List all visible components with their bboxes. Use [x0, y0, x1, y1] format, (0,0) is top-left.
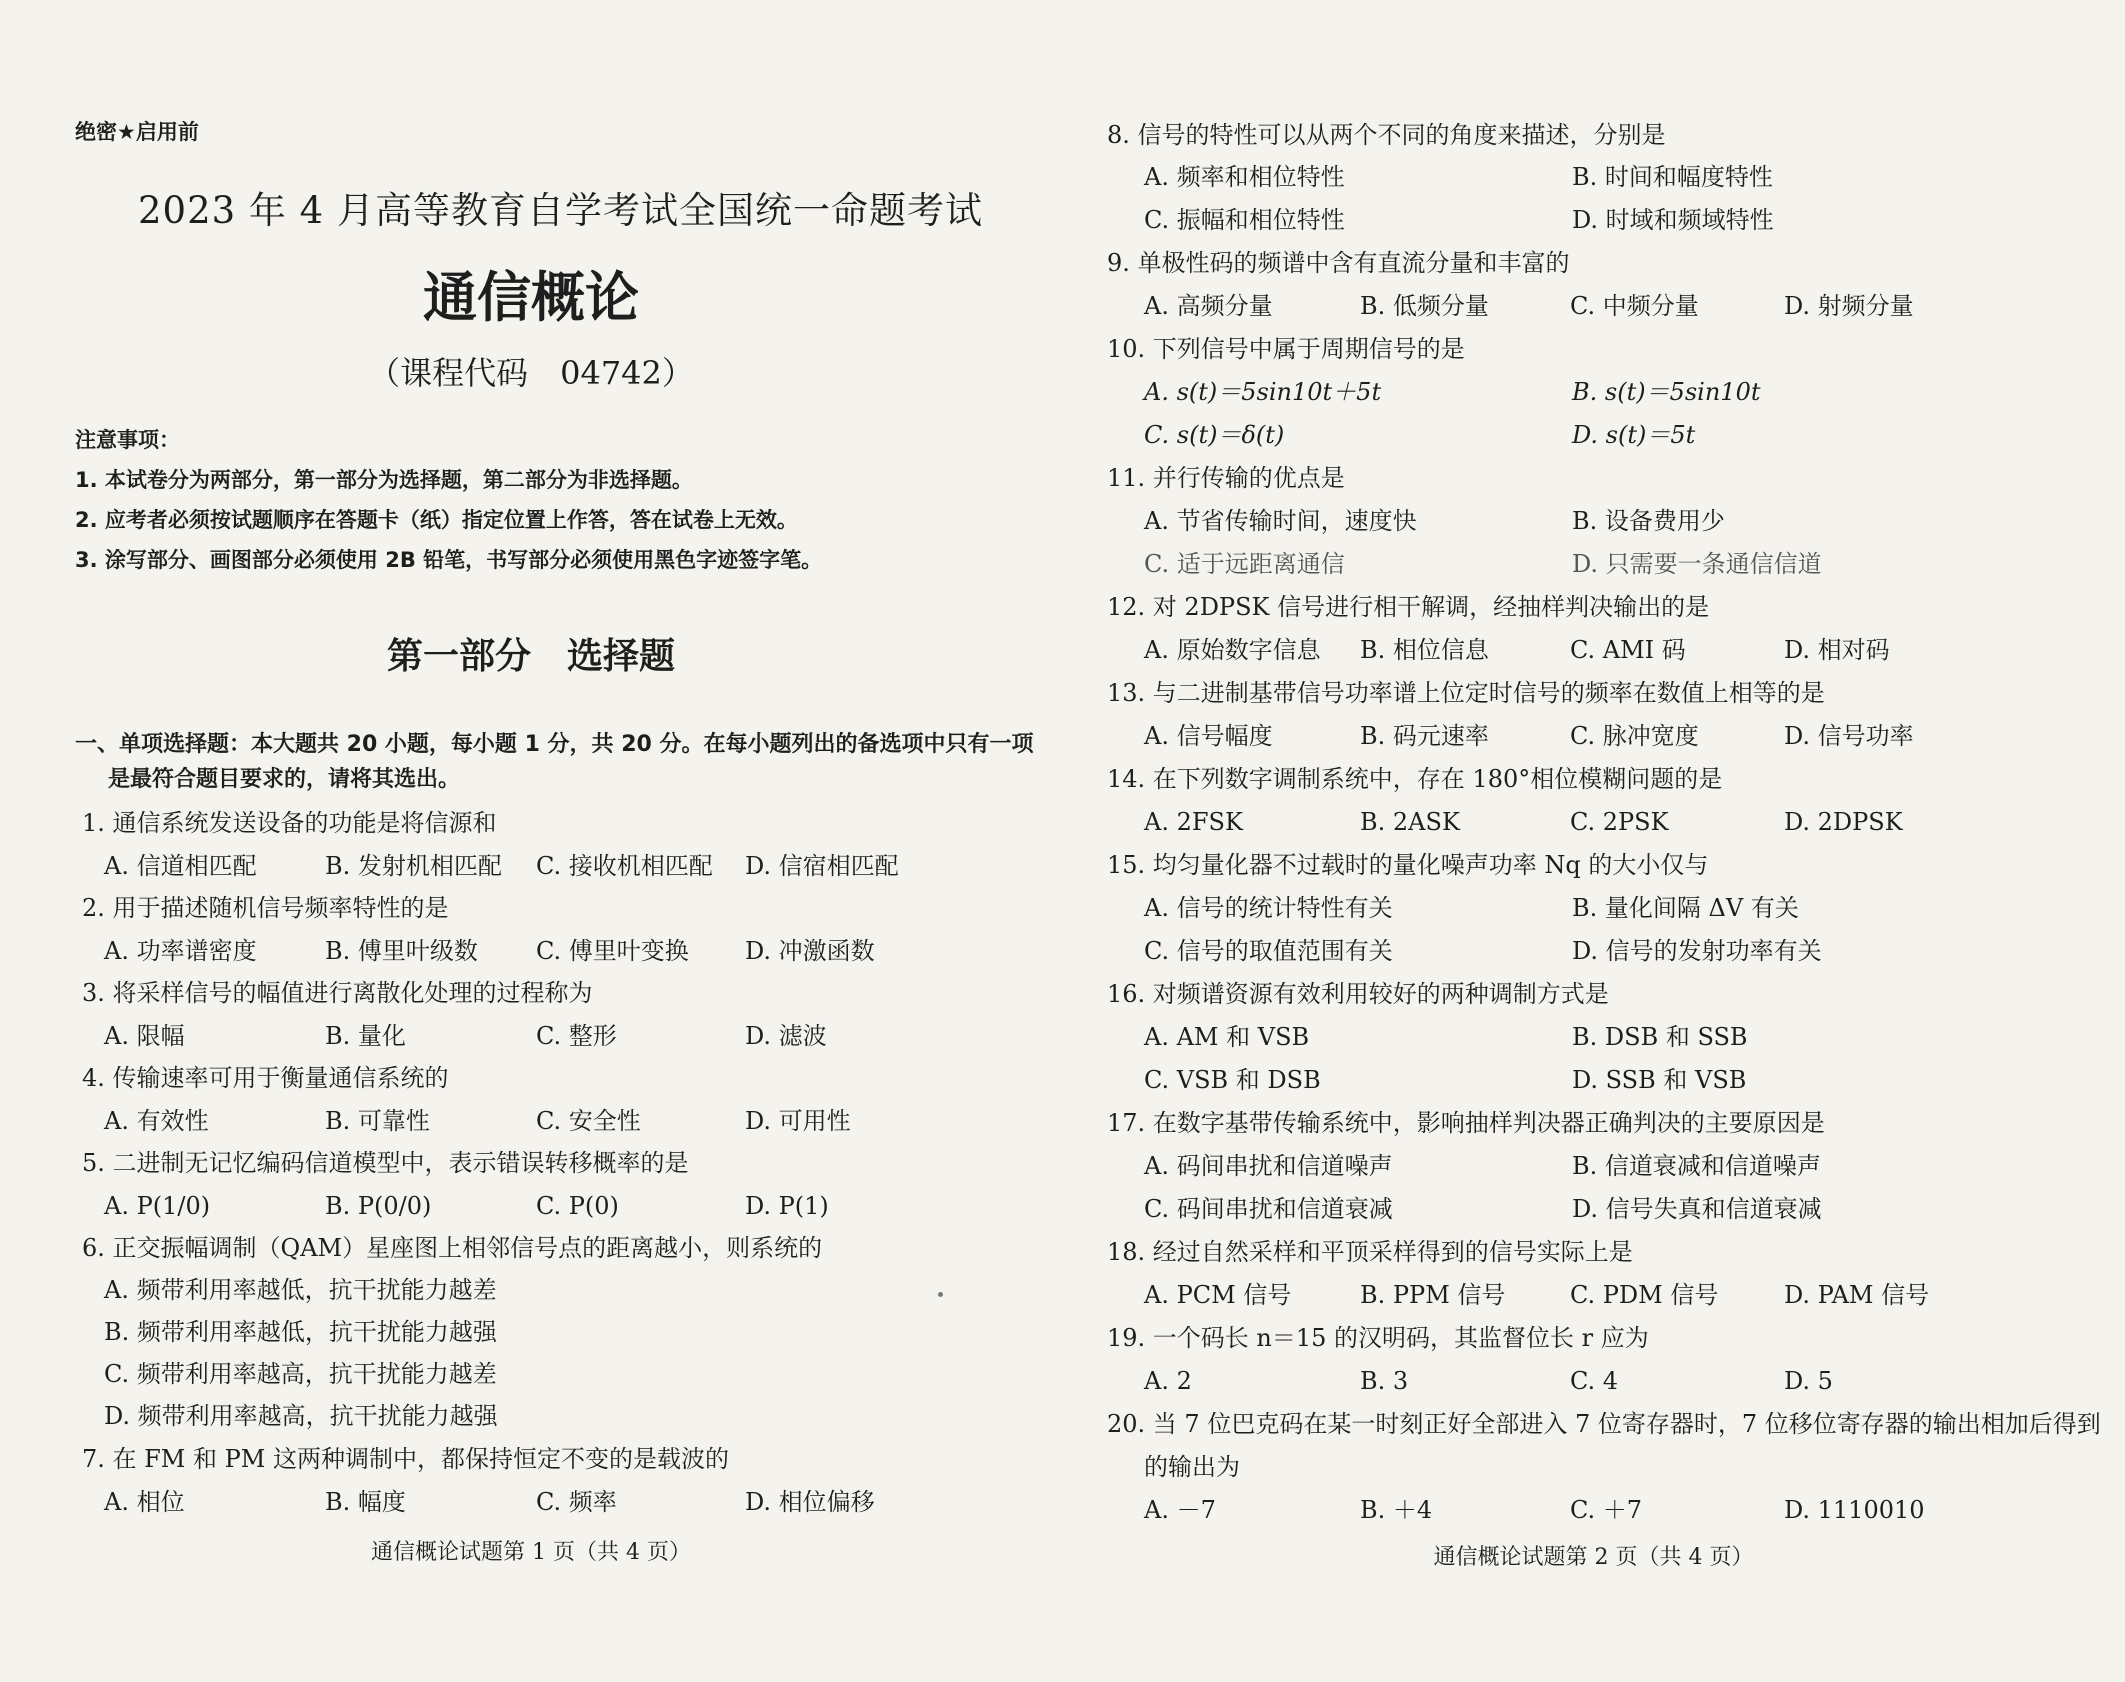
question-stem: 13. 与二进制基带信号功率谱上位定时信号的频率在数值上相等的是 [1107, 679, 1825, 707]
option-b: B. 低频分量 [1360, 292, 1489, 320]
option-d: D. 时域和频域特性 [1572, 206, 1774, 234]
option-c: C. 频率 [536, 1488, 617, 1516]
option-b: B. 发射机相匹配 [325, 852, 502, 880]
option-b: B. 量化 [325, 1022, 406, 1050]
option-a: A. 限幅 [104, 1022, 185, 1050]
option-a: A. 码间串扰和信道噪声 [1144, 1152, 1393, 1180]
page-footer: 通信概论试题第 1 页（共 4 页） [371, 1540, 691, 1565]
option-b: B. 幅度 [325, 1488, 406, 1516]
question-stem: 19. 一个码长 n＝15 的汉明码，其监督位长 r 应为 [1107, 1324, 1649, 1352]
option-b: B. PPM 信号 [1360, 1281, 1506, 1309]
option-d: D. s(t)＝5t [1572, 421, 1696, 449]
question-stem: 7. 在 FM 和 PM 这两种调制中，都保持恒定不变的是载波的 [82, 1445, 729, 1473]
option-c: C. 码间串扰和信道衰减 [1144, 1195, 1393, 1223]
option-b: B. 设备费用少 [1572, 507, 1725, 535]
part-heading: 第一部分 选择题 [386, 636, 675, 677]
option-d: D. PAM 信号 [1784, 1281, 1930, 1309]
option-d: D. 信宿相匹配 [745, 852, 899, 880]
option-b: B. 时间和幅度特性 [1572, 163, 1773, 191]
question-stem: 1. 通信系统发送设备的功能是将信源和 [82, 809, 497, 837]
question-stem: 15. 均匀量化器不过载时的量化噪声功率 Nq 的大小仅与 [1107, 851, 1709, 879]
option-a: A. 原始数字信息 [1144, 636, 1321, 664]
option-a: A. 有效性 [104, 1107, 209, 1135]
option-a: A. 信号的统计特性有关 [1144, 894, 1393, 922]
option-c: C. ＋7 [1570, 1496, 1643, 1524]
option-a: A. 频带利用率越低，抗干扰能力越差 [104, 1276, 497, 1304]
option-d: D. SSB 和 VSB [1572, 1066, 1747, 1094]
note-item: 3. 涂写部分、画图部分必须使用 2B 铅笔，书写部分必须使用黑色字迹签字笔。 [75, 548, 823, 572]
option-c: C. 接收机相匹配 [536, 852, 713, 880]
option-d: D. 信号失真和信道衰减 [1572, 1195, 1822, 1223]
option-a: A. 相位 [104, 1488, 185, 1516]
option-b: B. 频带利用率越低，抗干扰能力越强 [104, 1318, 497, 1346]
option-c: C. 频带利用率越高，抗干扰能力越差 [104, 1360, 497, 1388]
option-b: B. 相位信息 [1360, 636, 1489, 664]
question-stem-cont: 的输出为 [1144, 1453, 1240, 1481]
option-d: D. 相对码 [1784, 636, 1890, 664]
option-b: B. 傅里叶级数 [325, 937, 478, 965]
option-c: C. VSB 和 DSB [1144, 1066, 1321, 1094]
option-a: A. 频率和相位特性 [1144, 163, 1345, 191]
page-footer: 通信概论试题第 2 页（共 4 页） [1433, 1545, 1754, 1570]
question-stem: 17. 在数字基带传输系统中，影响抽样判决器正确判决的主要原因是 [1107, 1109, 1825, 1137]
question-stem: 5. 二进制无记忆编码信道模型中，表示错误转移概率的是 [82, 1149, 689, 1177]
option-d: D. 相位偏移 [745, 1488, 875, 1516]
option-b: B. 可靠性 [325, 1107, 430, 1135]
option-d: D. 频带利用率越高，抗干扰能力越强 [104, 1402, 498, 1430]
option-c: C. 脉冲宽度 [1570, 722, 1699, 750]
option-a: A. 节省传输时间，速度快 [1144, 507, 1417, 535]
option-c: C. AMI 码 [1570, 636, 1686, 664]
question-stem: 10. 下列信号中属于周期信号的是 [1107, 335, 1465, 363]
option-c: C. 信号的取值范围有关 [1144, 937, 1393, 965]
question-stem: 11. 并行传输的优点是 [1107, 464, 1345, 492]
section-instruction: 一、单项选择题：本大题共 20 小题，每小题 1 分，共 20 分。在每小题列出的备选项中只有一项 [75, 732, 1034, 757]
note-item: 2. 应考者必须按试题顺序在答题卡（纸）指定位置上作答，答在试卷上无效。 [75, 508, 798, 532]
scan-speck [938, 1292, 943, 1297]
option-b: B. 2ASK [1360, 808, 1460, 836]
notes-heading: 注意事项： [75, 428, 180, 452]
option-c: C. 适于远距离通信 [1144, 550, 1345, 578]
option-a: A. PCM 信号 [1144, 1281, 1292, 1309]
option-d: D. P(1) [745, 1192, 829, 1220]
option-a: A. 2 [1144, 1367, 1192, 1395]
question-stem: 18. 经过自然采样和平顶采样得到的信号实际上是 [1107, 1238, 1633, 1266]
note-item: 1. 本试卷分为两部分，第一部分为选择题，第二部分为非选择题。 [75, 468, 693, 492]
option-d: D. 信号的发射功率有关 [1572, 937, 1822, 965]
option-c: C. 2PSK [1570, 808, 1669, 836]
exam-page-1 [0, 0, 1062, 1682]
option-c: C. 4 [1570, 1367, 1619, 1395]
option-d: D. 5 [1784, 1367, 1833, 1395]
question-stem: 2. 用于描述随机信号频率特性的是 [82, 894, 449, 922]
option-d: D. 信号功率 [1784, 722, 1914, 750]
option-b: B. 码元速率 [1360, 722, 1489, 750]
question-stem: 3. 将采样信号的幅值进行离散化处理的过程称为 [82, 979, 593, 1007]
option-c: C. s(t)＝δ(t) [1144, 421, 1285, 449]
option-d: D. 滤波 [745, 1022, 827, 1050]
option-c: C. PDM 信号 [1570, 1281, 1719, 1309]
option-b: B. ＋4 [1360, 1496, 1433, 1524]
option-b: B. 3 [1360, 1367, 1409, 1395]
option-c: C. P(0) [536, 1192, 619, 1220]
course-code: （课程代码 04742） [368, 354, 694, 392]
question-stem: 9. 单极性码的频谱中含有直流分量和丰富的 [1107, 249, 1570, 277]
question-stem: 6. 正交振幅调制（QAM）星座图上相邻信号点的距离越小，则系统的 [82, 1234, 823, 1262]
question-stem: 8. 信号的特性可以从两个不同的角度来描述，分别是 [1107, 121, 1666, 149]
option-a: A. －7 [1144, 1496, 1216, 1524]
question-stem: 16. 对频谱资源有效利用较好的两种调制方式是 [1107, 980, 1609, 1008]
option-a: A. s(t)＝5sin10t＋5t [1144, 378, 1382, 406]
option-a: A. P(1/0) [104, 1192, 211, 1220]
option-a: A. 高频分量 [1144, 292, 1273, 320]
option-b: B. 量化间隔 ΔV 有关 [1572, 894, 1799, 922]
question-stem: 4. 传输速率可用于衡量通信系统的 [82, 1064, 449, 1092]
option-d: D. 射频分量 [1784, 292, 1914, 320]
option-d: D. 可用性 [745, 1107, 851, 1135]
option-a: A. 信号幅度 [1144, 722, 1273, 750]
exam-page-2 [1062, 0, 2125, 1682]
option-c: C. 振幅和相位特性 [1144, 206, 1345, 234]
option-a: A. AM 和 VSB [1144, 1023, 1310, 1051]
subject-title: 通信概论 [423, 266, 639, 329]
question-stem: 14. 在下列数字调制系统中，存在 180°相位模糊问题的是 [1107, 765, 1723, 793]
question-stem: 20. 当 7 位巴克码在某一时刻正好全部进入 7 位寄存器时，7 位移位寄存器的输出相加后得到 [1107, 1410, 2101, 1438]
option-d: D. 2DPSK [1784, 808, 1903, 836]
option-a: A. 信道相匹配 [104, 852, 257, 880]
option-d: D. 只需要一条通信信道 [1572, 550, 1822, 578]
option-d: D. 冲激函数 [745, 937, 875, 965]
option-c: C. 安全性 [536, 1107, 641, 1135]
option-b: B. P(0/0) [325, 1192, 432, 1220]
option-c: C. 傅里叶变换 [536, 937, 689, 965]
option-c: C. 整形 [536, 1022, 617, 1050]
option-b: B. DSB 和 SSB [1572, 1023, 1748, 1051]
option-d: D. 1110010 [1784, 1496, 1925, 1524]
option-a: A. 功率谱密度 [104, 937, 257, 965]
exam-title: 2023 年 4 月高等教育自学考试全国统一命题考试 [138, 189, 983, 232]
option-b: B. s(t)＝5sin10t [1572, 378, 1761, 406]
option-b: B. 信道衰减和信道噪声 [1572, 1152, 1821, 1180]
option-c: C. 中频分量 [1570, 292, 1699, 320]
section-instruction-cont: 是最符合题目要求的，请将其选出。 [108, 767, 461, 792]
option-a: A. 2FSK [1144, 808, 1243, 836]
confidential-label: 绝密★启用前 [75, 120, 199, 144]
question-stem: 12. 对 2DPSK 信号进行相干解调，经抽样判决输出的是 [1107, 593, 1710, 621]
